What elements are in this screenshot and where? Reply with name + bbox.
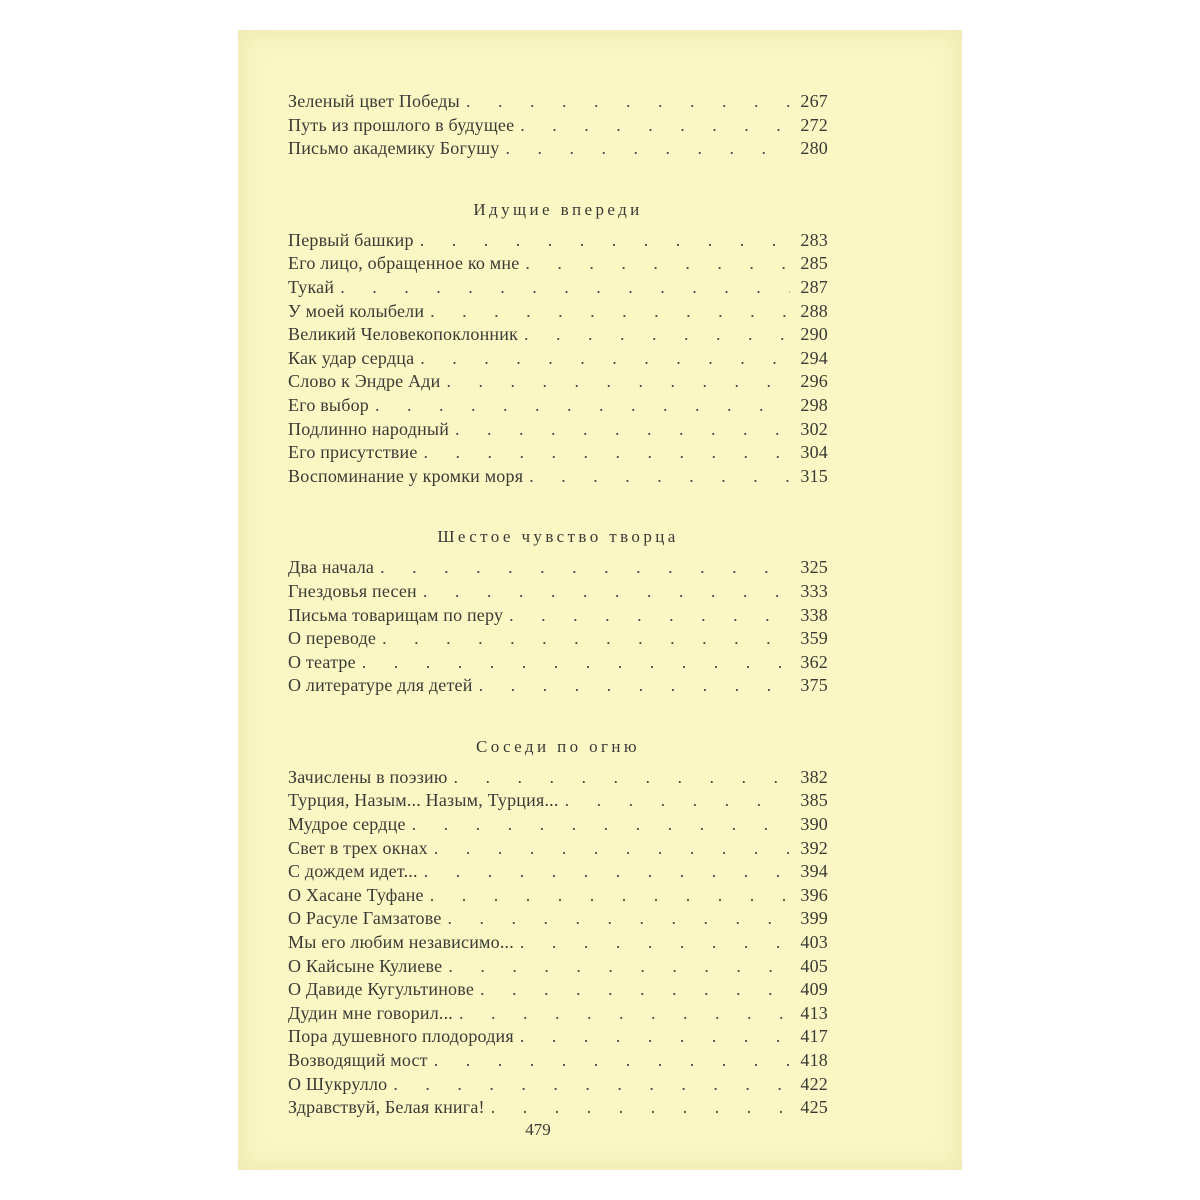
toc-entry [288,323,828,347]
dot-leader [376,627,790,651]
toc-entry-title: Письма товарищам по перу [288,604,504,625]
toc-entry [288,860,828,884]
dot-leader [514,1025,790,1049]
toc-entry-page: 338 [800,604,828,625]
toc-entry-title: Зеленый цвет Победы [288,91,460,111]
toc-entry-page: 418 [800,1050,828,1070]
dot-leader [440,370,790,394]
toc-entry-title: С дождем идет... [288,861,418,882]
toc-entry [288,627,828,651]
section-heading: Идущие впереди [473,199,643,219]
dot-leader [449,418,790,442]
toc-entry-title: Путь из прошлого в будущее [288,114,515,135]
toc-entry-title: Здравствуй, Белая книга! [288,1097,485,1118]
toc-entry-title: Его выбор [288,394,369,415]
toc-entry [288,766,828,790]
dot-leader [473,674,790,698]
dot-leader [406,813,790,837]
toc-entry [288,1073,828,1097]
toc-group [288,90,828,161]
toc-entry-title: Свет в трех окнах [288,837,428,858]
toc-entry-page: 385 [800,790,828,811]
toc-entry-page: 294 [800,347,828,368]
dot-leader [514,931,790,955]
toc-entry [288,837,828,861]
toc-entry-title: Его лицо, обращенное ко мне [288,253,520,274]
toc-entry-title: Дудин мне говорил... [288,1002,454,1023]
dot-leader [374,556,790,580]
toc-entry-page: 333 [800,580,828,601]
toc-entry [288,674,828,698]
dot-leader [523,465,790,489]
dot-leader [485,1096,790,1120]
toc-entry [288,651,828,675]
toc-entry-title: Воспоминание у кромки моря [288,465,524,486]
toc-entry-page: 409 [800,979,828,1000]
dot-leader [442,955,790,979]
toc-entry [288,394,828,418]
toc-entry-page: 283 [800,229,828,250]
toc-entry-title: Турция, Назым... Назым, Турция... [288,790,559,811]
toc-entry-page: 302 [800,418,828,439]
toc-entry-title: Гнездовья песен [288,580,417,601]
toc-entry-page: 285 [800,253,828,274]
toc-entry-page: 405 [800,955,828,976]
dot-leader [414,229,790,253]
toc-group [288,488,828,698]
toc-entry-page: 403 [800,932,828,953]
toc-entry-title: О Кайсыне Кулиеве [288,955,443,976]
dot-leader [500,137,790,161]
toc-entry-title: Тукай [288,276,335,297]
dot-leader [428,837,790,861]
toc-entry-page: 287 [800,276,828,297]
toc-entry-page: 425 [800,1097,828,1118]
toc-entry [288,1049,828,1073]
dot-leader [559,789,790,813]
toc-entry [288,978,828,1002]
toc-entry-page: 422 [800,1073,828,1094]
toc-entry [288,1025,828,1049]
toc-entry-title: У моей колыбели [288,300,425,321]
dot-leader [369,394,790,418]
toc-entry-page: 325 [800,557,828,578]
dot-leader [428,1049,790,1073]
dot-leader [387,1073,790,1097]
spacer [288,488,828,522]
toc-entry-title: О Расуле Гамзатове [288,908,442,929]
toc-entry-title: Как удар сердца [288,347,415,368]
toc-entry-page: 359 [800,628,828,649]
toc-entry-title: Слово к Эндре Ади [288,371,441,392]
toc-entry [288,441,828,465]
toc-entry [288,252,828,276]
toc-entry [288,114,828,138]
toc-entry [288,789,828,813]
dot-leader [448,766,790,790]
toc-group [288,698,828,1120]
toc-entry-title: О Давиде Кугультинове [288,979,475,1000]
toc-entry [288,931,828,955]
dot-leader [418,441,790,465]
dot-leader [356,651,790,675]
toc-entry-page: 298 [800,394,828,415]
toc-entry-title: Возводящий мост [288,1050,428,1070]
toc-entry-title: Два начала [288,557,375,578]
toc-entry [288,276,828,300]
toc-entry-page: 296 [800,371,828,392]
toc-entry-page: 304 [800,442,828,463]
toc-entry [288,580,828,604]
toc-entry-page: 413 [800,1002,828,1023]
toc-entry [288,907,828,931]
toc-entry-title: Мы его любим независимо... [288,932,514,953]
dot-leader [414,347,790,371]
toc-entry [288,1002,828,1026]
toc-entry-title: О Шукрулло [288,1073,388,1094]
toc-entry-page: 288 [800,300,828,321]
toc-entry-title: Пора душевного плодородия [288,1026,514,1047]
dot-leader [503,604,790,628]
toc-entry-title: Письмо академику Богушу [288,138,500,159]
toc-entry [288,370,828,394]
toc-entry [288,1096,828,1120]
toc-entry-page: 382 [800,766,828,787]
toc-entry-title: Первый башкир [288,229,414,250]
toc-entry [288,813,828,837]
toc-entry-page: 375 [800,675,828,696]
dot-leader [417,580,790,604]
toc-entry-page: 394 [800,861,828,882]
section-heading: Шестое чувство творца [437,527,679,547]
toc-entry [288,300,828,324]
toc-entry-page: 290 [800,324,828,345]
toc-entry-title: Его присутствие [288,442,418,463]
toc-entry-page: 417 [800,1026,828,1047]
table-of-contents [288,90,828,1120]
toc-entry-title: Зачислены в поэзию [288,766,448,787]
toc-entry [288,229,828,253]
toc-entry-page: 362 [800,651,828,672]
toc-entry [288,884,828,908]
toc-entry-title: О переводе [288,628,377,649]
toc-entry [288,418,828,442]
toc-entry [288,465,828,489]
dot-leader [453,1002,790,1026]
dot-leader [460,90,790,114]
toc-entry-page: 399 [800,908,828,929]
dot-leader [334,276,790,300]
toc-entry [288,556,828,580]
toc-entry-page: 390 [800,814,828,835]
spacer [288,698,828,732]
toc-entry-title: О литературе для детей [288,675,473,696]
dot-leader [514,114,790,138]
spacer [288,161,828,195]
toc-entry-page: 272 [800,114,828,135]
dot-leader [424,884,790,908]
dot-leader [474,978,790,1002]
toc-entry [288,347,828,371]
toc-entry-title: Великий Человекопоклонник [288,324,519,345]
dot-leader [424,300,790,324]
toc-group [288,161,828,489]
toc-entry [288,137,828,161]
dot-leader [442,907,790,931]
toc-entry-title: Мудрое сердце [288,814,406,835]
section-heading: Соседи по огню [475,736,641,756]
toc-entry-page: 267 [800,91,828,111]
toc-entry-page: 280 [800,138,828,159]
toc-entry [288,955,828,979]
book-page [238,30,962,1170]
toc-entry [288,604,828,628]
toc-entry-page: 392 [800,837,828,858]
toc-entry-page: 396 [800,884,828,905]
toc-entry [288,90,828,114]
page-number: 479 [525,1120,551,1139]
dot-leader [518,323,790,347]
toc-entry-title: О театре [288,651,356,672]
toc-entry-page: 315 [800,465,828,486]
dot-leader [519,252,790,276]
dot-leader [418,860,790,884]
toc-entry-title: О Хасане Туфане [288,884,424,905]
toc-entry-title: Подлинно народный [288,418,450,439]
